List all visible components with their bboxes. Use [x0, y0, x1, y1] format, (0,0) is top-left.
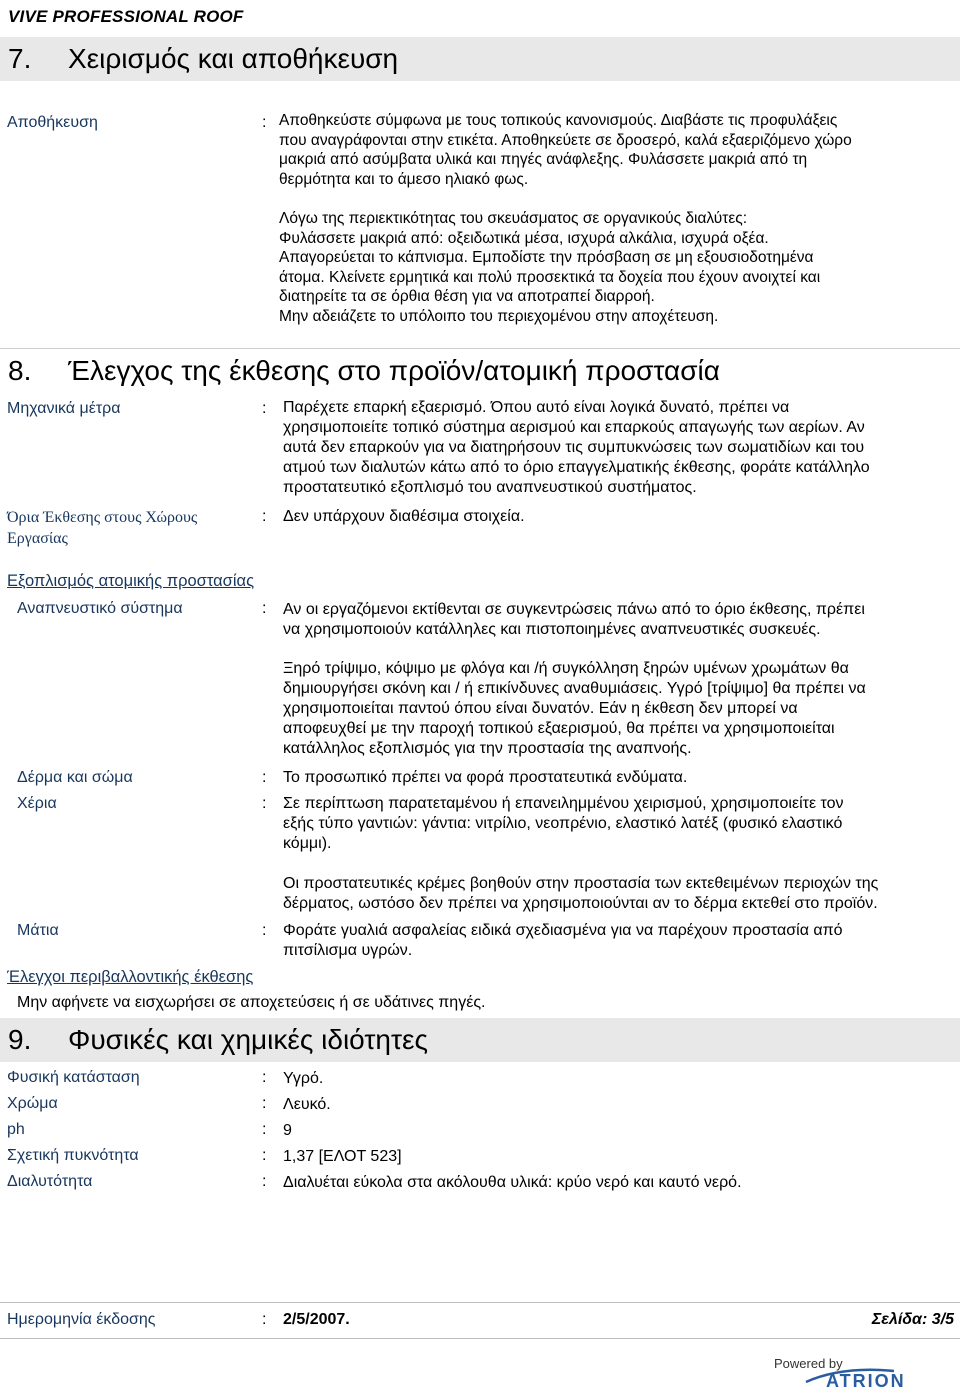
text-line: να χρησιμοποιούν κατάλληλες και πιστοποιημένες αναπνευστικές συσκευές.	[283, 621, 821, 638]
section-number: 8.	[8, 355, 32, 386]
relative-density-label: Σχετική πυκνότητα	[7, 1147, 139, 1164]
env-exposure-value: Μην αφήνετε να εισχωρήσει σε αποχετεύσεις ή σε υδάτινες πηγές.	[17, 994, 486, 1011]
skin-label: Δέρμα και σώμα	[17, 769, 133, 786]
physical-state-value: Υγρό.	[283, 1070, 324, 1087]
colon: :	[262, 795, 267, 812]
skin-value: Το προσωπικό πρέπει να φορά προστατευτικά ενδύματα.	[283, 769, 688, 786]
text-line: Παρέχετε επαρκή εξαερισμό. Όπου αυτό είναι λογικά δυνατό, πρέπει να	[283, 399, 790, 416]
respiratory-label: Αναπνευστικό σύστημα	[17, 600, 183, 617]
text-line: εξής τύπο γαντιών: γάντια: νιτρίλιο, νεοπρένιο, ελαστικό λατέξ (φυσικό ελαστικό	[283, 815, 843, 832]
exposure-limits-label	[7, 507, 197, 549]
ph-label: ph	[7, 1121, 25, 1138]
text-line: πιτσίλισμα υγρών.	[283, 942, 413, 959]
text-line: κόμμι).	[283, 835, 332, 852]
atrion-brand-text: ATRION	[826, 1371, 906, 1391]
storage-text	[279, 111, 959, 189]
colon: :	[262, 1095, 267, 1112]
respiratory-text	[283, 600, 959, 640]
text-line: χρησιμοποιείτε τοπικό σύστημα αερισμού και επαρκούς απαγωγής των αερίων. Αν	[283, 419, 865, 436]
eyes-text	[283, 921, 959, 961]
solubility-value: Διαλυέται εύκολα στα ακόλουθα υλικά: κρύο νερό και καυτό νερό.	[283, 1174, 742, 1191]
issue-date-label: Ημερομηνία έκδοσης	[7, 1311, 156, 1328]
text-line: κατάλληλος εξοπλισμός για την προστασία της αναπνοής.	[283, 740, 692, 757]
text-line: Φυλάσσετε μακριά από: οξειδωτικά μέσα, ισχυρά αλκάλια, ισχυρά οξέα.	[279, 229, 769, 247]
label-line: Εργασίας	[7, 530, 68, 547]
colon: :	[262, 922, 267, 939]
text-line: Μην αδειάζετε το υπόλοιπο του περιεχομένου στην αποχέτευση.	[279, 307, 719, 325]
colon: :	[262, 600, 267, 617]
color-label: Χρώμα	[7, 1095, 58, 1112]
text-line: μακριά από ασύμβατα υλικά και πηγές ανάφλεξης. Φυλάσσετε μακριά από τη	[279, 151, 808, 168]
engineering-measures-text	[283, 398, 959, 498]
footer-rule	[0, 1302, 960, 1303]
colon: :	[262, 400, 267, 417]
colon: :	[262, 769, 267, 786]
label-line: Όρια Έκθεσης στους Χώρους	[7, 509, 198, 526]
physical-state-label: Φυσική κατάσταση	[7, 1069, 140, 1086]
section-8-heading	[0, 348, 960, 393]
powered-by-text: Powered by	[774, 1356, 843, 1371]
text-line: Αν οι εργαζόμενοι εκτίθενται σε συγκεντρώσεις πάνω από το όριο έκθεσης, πρέπει	[283, 601, 865, 618]
section-7-heading	[0, 37, 960, 81]
section-number: 7.	[8, 43, 32, 74]
issue-date-value: 2/5/2007.	[283, 1311, 350, 1328]
colon: :	[262, 1311, 267, 1328]
color-value: Λευκό.	[283, 1096, 331, 1113]
colon: :	[262, 114, 267, 131]
storage-text-2	[279, 209, 959, 326]
section-title: Χειρισμός και αποθήκευση	[68, 43, 399, 74]
ph-value: 9	[283, 1122, 292, 1139]
eyes-label: Μάτια	[17, 922, 59, 939]
env-exposure-heading: Έλεγχοι περιβαλλοντικής έκθεσης	[7, 968, 254, 986]
exposure-limits-value: Δεν υπάρχουν διαθέσιμα στοιχεία.	[283, 508, 525, 525]
text-line: Απαγορεύεται το κάπνισμα. Εμποδίστε την πρόσβαση σε μη εξουσιοδοτημένα	[279, 249, 814, 266]
colon: :	[262, 508, 267, 525]
text-line: χρησιμοποιείται παντού όπου είναι δυνατόν. Εάν η έκθεση δεν μπορεί να	[283, 700, 798, 717]
colon: :	[262, 1121, 267, 1138]
atrion-logo	[764, 1356, 954, 1390]
section-number: 9.	[8, 1024, 32, 1055]
page-number: Σελίδα: 3/5	[871, 1311, 954, 1328]
text-line: διατηρείτε τα σε όρθια θέση για να αποτραπεί διαρροή.	[279, 288, 655, 305]
ppe-heading: Εξοπλισμός ατομικής προστασίας	[7, 572, 255, 590]
colon: :	[262, 1173, 267, 1190]
text-line: ατμού των διαλυτών κάτω από το όριο επαγγελματικής έκθεσης, φοράτε κατάλληλο	[283, 459, 870, 476]
product-name: VIVE PROFESSIONAL ROOF	[8, 7, 244, 26]
engineering-measures-label: Μηχανικά μέτρα	[7, 400, 121, 417]
text-line: Φοράτε γυαλιά ασφαλείας ειδικά σχεδιασμένα για να παρέχουν προστασία από	[283, 922, 843, 939]
text-line: Σε περίπτωση παρατεταμένου ή επανειλημμένου χειρισμού, χρησιμοποιείτε τον	[283, 795, 844, 812]
text-line: δημιουργήσει σκόνη και / ή επικίνδυνες αναθυμιάσεις. Υγρό [τρίψιμο] θα πρέπει να	[283, 680, 866, 697]
section-title: Έλεγχος της έκθεσης στο προϊόν/ατομική προστασία	[68, 355, 720, 386]
colon: :	[262, 1069, 267, 1086]
text-line: δέρματος, ωστόσο δεν πρέπει να χρησιμοποιούνται αν το δέρμα εκτεθεί στο προϊόν.	[283, 895, 878, 912]
footer-rule	[0, 1338, 960, 1339]
storage-label: Αποθήκευση	[7, 114, 98, 131]
hands-label: Χέρια	[17, 795, 57, 812]
text-line: Ξηρό τρίψιμο, κόψιμο με φλόγα και /ή συγκόλληση ξηρών υμένων χρωμάτων θα	[283, 660, 849, 677]
solubility-label: Διαλυτότητα	[7, 1173, 93, 1190]
text-line: θερμότητα και το άμεσο ηλιακό φως.	[279, 170, 529, 188]
hands-text	[283, 794, 959, 854]
text-line: άτομα. Κλείνετε ερμητικά και πολύ προσεκτικά τα δοχεία που έχουν ανοιχτεί και	[279, 268, 821, 286]
section-9-heading	[0, 1018, 960, 1062]
text-line: Λόγω της περιεκτικότητας του σκευάσματος σε οργανικούς διαλύτες:	[279, 210, 748, 227]
respiratory-text-2	[283, 659, 959, 759]
text-line: Οι προστατευτικές κρέμες βοηθούν στην προστασία των εκτεθειμένων περιοχών της	[283, 875, 879, 892]
text-line: αυτά δεν επαρκούν για να διατηρήσουν τις συμπυκνώσεις των σωματιδίων και του	[283, 439, 865, 456]
relative-density-value: 1,37 [ΕΛΟΤ 523]	[283, 1148, 402, 1165]
hands-text-2	[283, 874, 959, 914]
text-line: αποφευχθεί με την παροχή τοπικού εξαερισμού, θα πρέπει να χρησιμοποιείται	[283, 720, 835, 737]
text-line: προστατευτικό εξοπλισμό του αναπνευστικού συστήματος.	[283, 479, 697, 496]
colon: :	[262, 1147, 267, 1164]
section-title: Φυσικές και χημικές ιδιότητες	[68, 1024, 429, 1055]
text-line: Αποθηκεύστε σύμφωνα με τους τοπικούς κανονισμούς. Διαβάστε τις προφυλάξεις	[279, 112, 838, 129]
text-line: που αναγράφονται στην ετικέτα. Αποθηκεύετε σε δροσερό, καλά εξαεριζόμενο χώρο	[279, 131, 852, 149]
